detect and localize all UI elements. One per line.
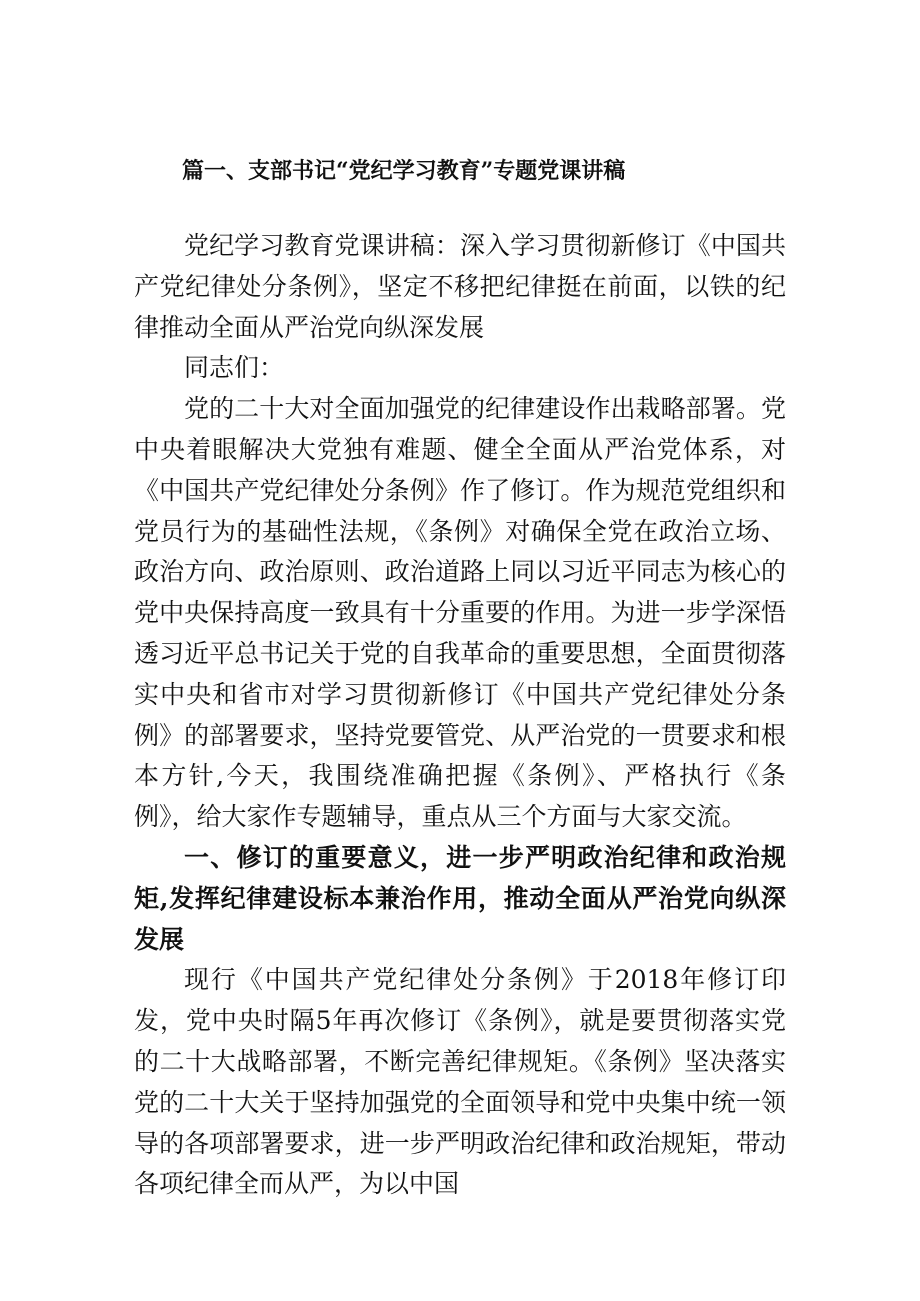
section-heading: 一、修订的重要意义，进一步严明政治纪律和政治规矩,发挥纪律建设标本兼治作用，推动全面从严治党向纵深发展 [134, 842, 786, 954]
document-body [134, 226, 786, 1205]
body-paragraph: 现行《中国共产党纪律处分条例》于2018年修订印发，党中央时隔5年再次修订《条例》，就是要贯彻落实党的二十大战略部署，不断完善纪律规矩。《条例》坚决落实党的二十大关于坚持加强党的全面领导和党中央集中统一领导的各项部署要求，进一步严明政治纪律和政治规矩，带动各项纪律全而从严，为以中国 [134, 965, 786, 1199]
greeting-paragraph: 同志们： [184, 353, 285, 383]
document-title: 篇一、支部书记“党纪学习教育”专题党课讲稿 [182, 158, 626, 184]
body-paragraph: 党的二十大对全面加强党的纪律建设作出栽略部署。党中央着眼解决大党独有难题、健全全面从严治党体系，对《中国共产党纪律处分条例》作了修订。作为规范党组织和党员行为的基础性法规，《条例》对确保全党在政治立场、政治方向、政治原则、政治道路上同以习近平同志为核心的党中央保持高度一致具有十分重要的作用。为进一步学深悟透习近平总书记关于党的自我革命的重要思想，全面贯彻落实中央和省市对学习贯彻新修订《中国共产党纪律处分条例》的部署要求，坚持党要管党、从严治党的一贯要求和根本方针,今天，我围绕准确把握《条例》、严格执行《条例》，给大家作专题辅导，重点从三个方面与大家交流。 [134, 394, 786, 832]
subtitle-paragraph: 党纪学习教育党课讲稿：深入学习贯彻新修订《中国共产党纪律处分条例》，坚定不移把纪律挺在前面，以铁的纪律推动全面从严治党向纵深发展 [134, 231, 786, 342]
